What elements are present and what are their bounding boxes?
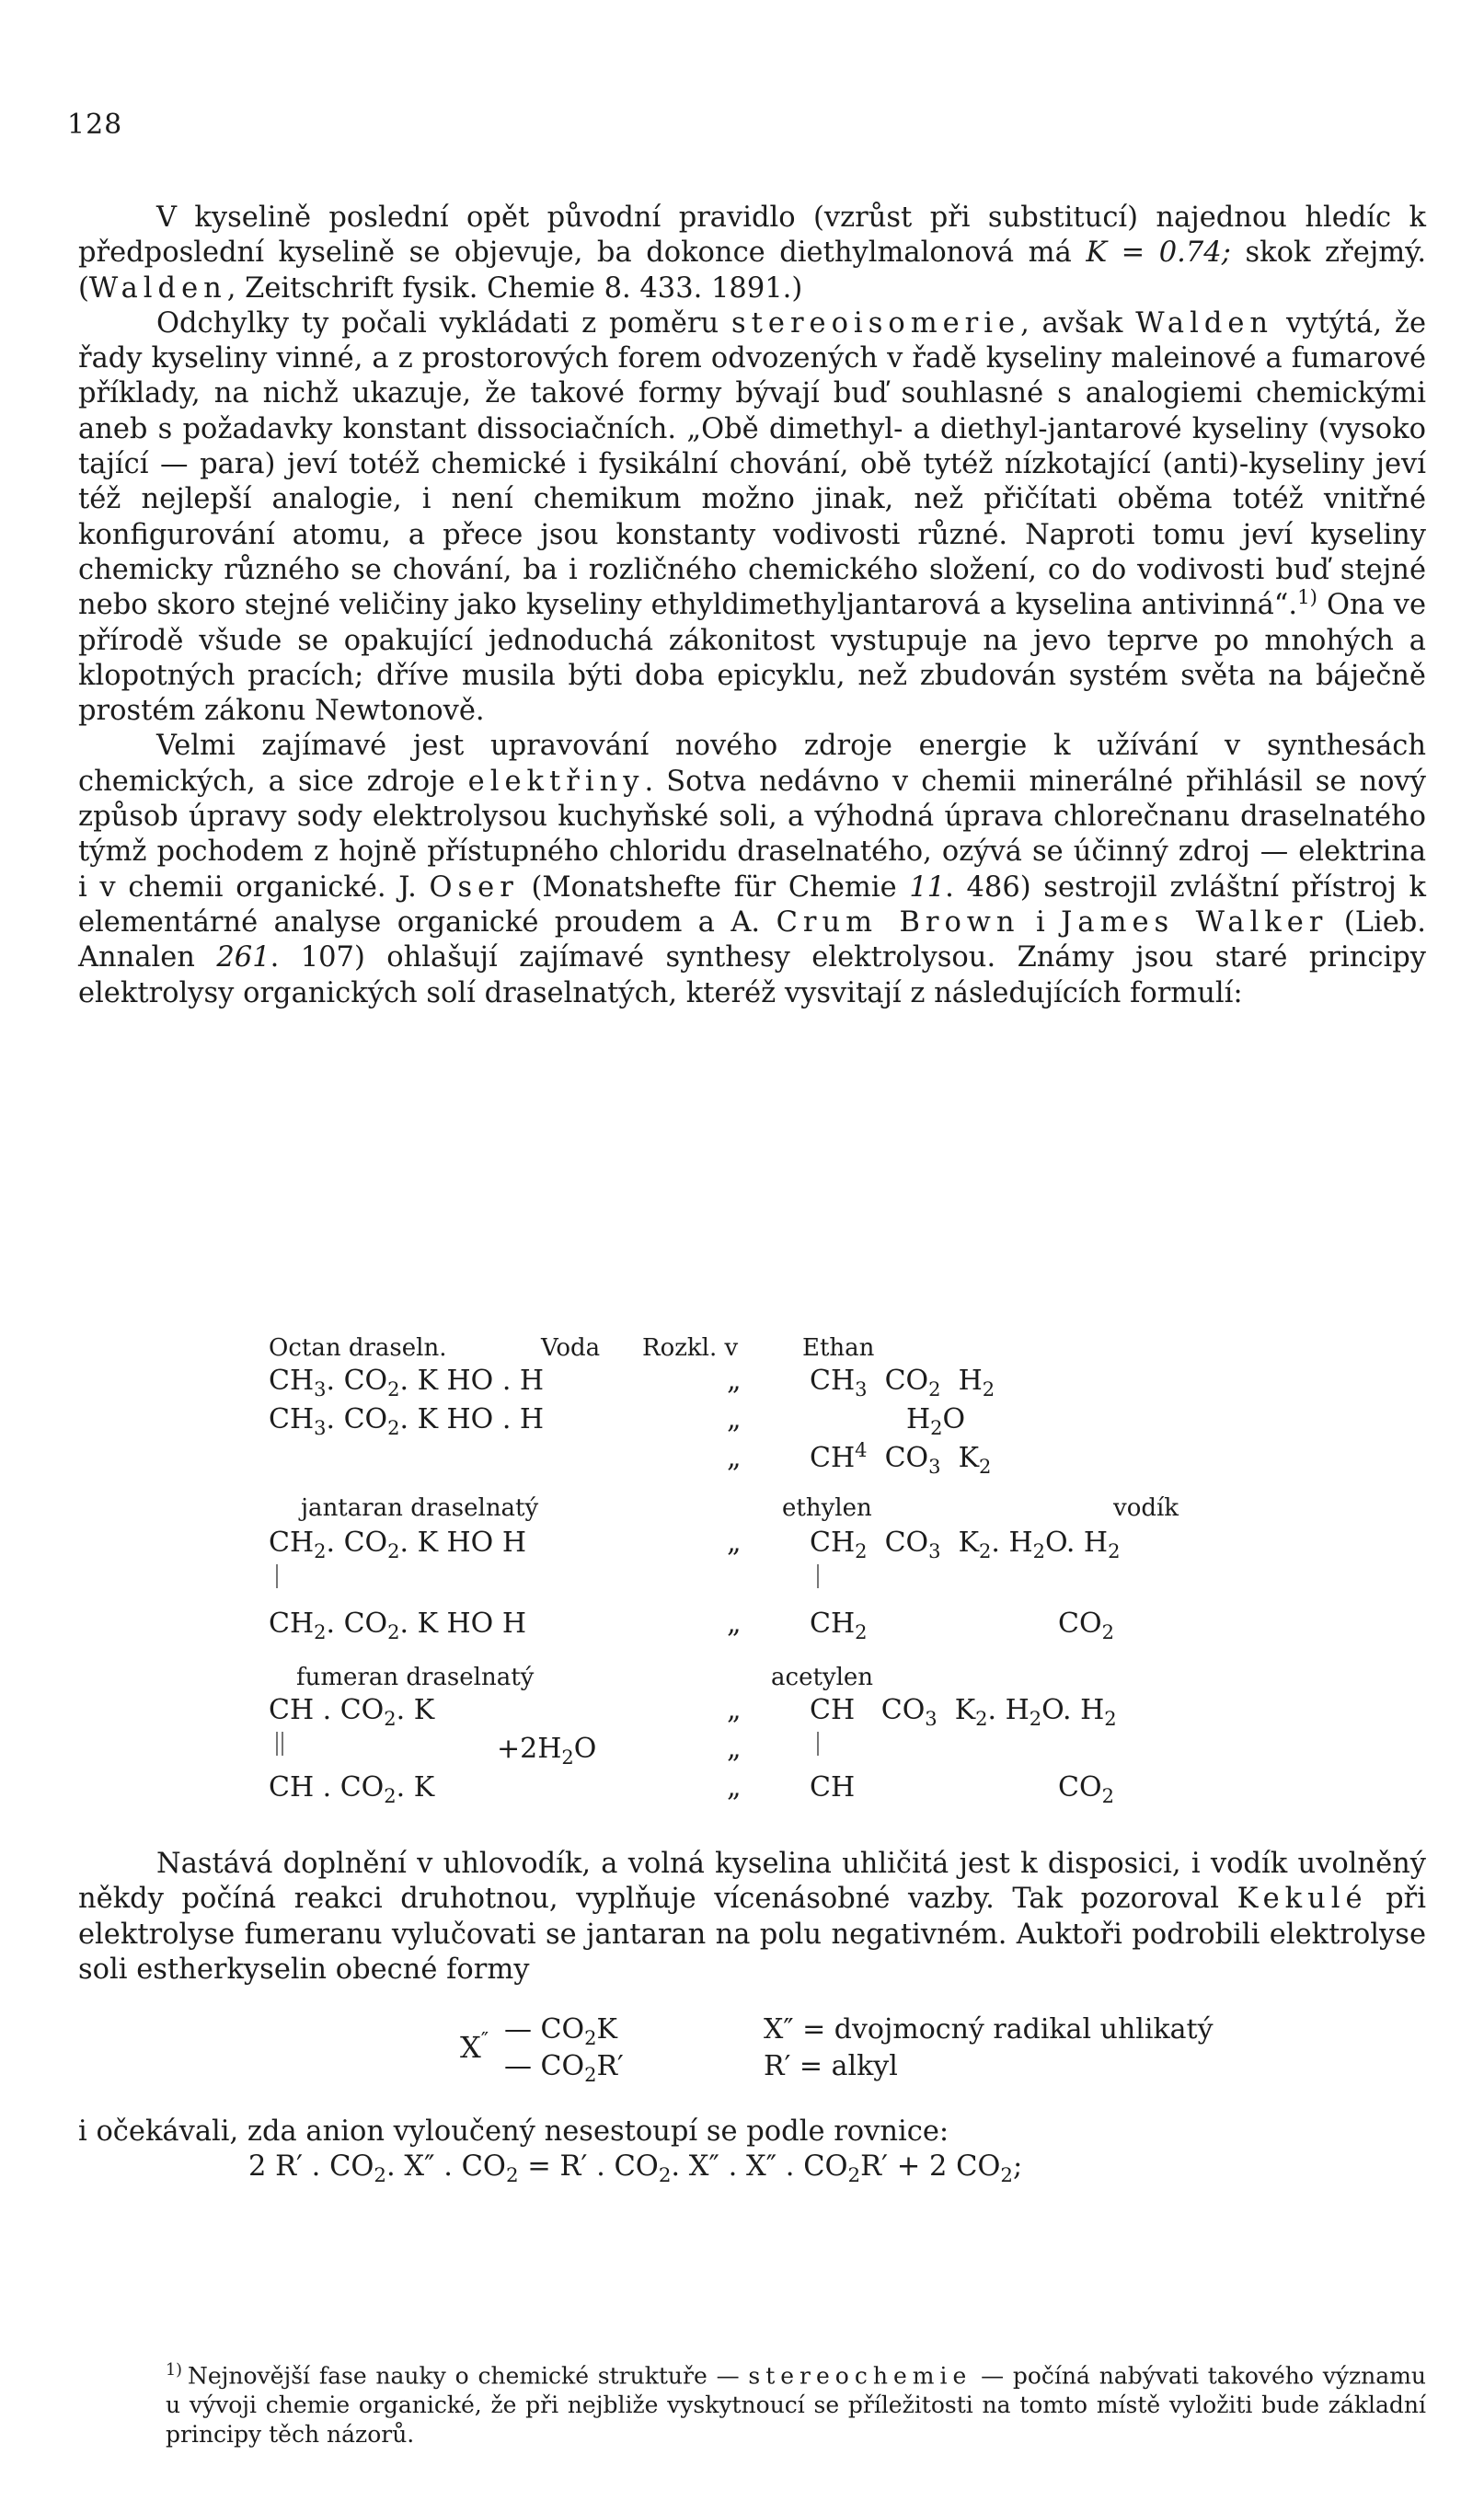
scheme-label-acetylen: acetylen (771, 1664, 874, 1691)
scheme-row-5-ch: $CH_2$ (810, 1608, 868, 1643)
scheme-row-1-left: $CH_3$. $CO_2$. K HO . H (269, 1365, 545, 1400)
scheme-row-6-right: CH $CO_3$ $K_2$. $H_2O$. $H_2$ (810, 1694, 1117, 1730)
scheme-row-8-left: CH . $CO_2$. K (269, 1771, 435, 1807)
paragraph-1: V kyselině poslední opět původní pravidlo (vzrůst při substitucí) najednou hledíc k předposlední kyselině se objevuje, ba dokonce diethylmalonová má K = 0.74; skok zřejmý. (Walden, Zeitschrift fysik. Chemie 8. 433. 1891.) (78, 202, 1427, 305)
scheme-row-6-mark: „ (727, 1694, 742, 1726)
scheme-row-6-left: CH . $CO_2$. K (269, 1694, 435, 1730)
general-formula-def-2: R′ = alkyl (764, 2050, 898, 2082)
scheme-label-vodik: vodík (1113, 1494, 1179, 1522)
scheme-row-1-mark: „ (727, 1365, 742, 1397)
footnote-ref: 1) (1297, 586, 1317, 610)
scheme-row-4-right: $CH_2$ $CO_3$ $K_2$. $H_2O$. $H_2$ (810, 1527, 1121, 1562)
bond-line (276, 1732, 278, 1756)
scheme-row-4-left: $CH_2$. $CO_2$. K HO H (269, 1527, 526, 1562)
scheme-row-2-mark: „ (727, 1403, 742, 1435)
scheme-row-8-mark: „ (727, 1771, 742, 1804)
body-text-equation (78, 2115, 1426, 2188)
scheme-row-1-right: $CH_3$ $CO_2$ $H_2$ (810, 1365, 995, 1400)
general-formula (451, 2013, 1463, 2100)
paragraph-2: Odchylky ty počali vykládati z poměru stereoisomerie, avšak Walden vytýtá, že řady kyseliny vinné, a z prostorových forem odvozených v řadě kyseliny maleinové a fumarové příklady, na nichž ukazuje, že takové formy bývají buď souhlasné s analogiemi chemickými aneb s požadavky konstant dissociačních. „Obě dimethyl- a diethyl-jantarové kyseliny (vysoko tající — para) jeví totéž chemické i fysikální chování, obě tytéž nízkotající (anti)-kyseliny jeví též nejlepší analogie, i není chemikum možno jinak, než přičítati oběma totéž vnitřné konfigurování atomu, a přece jsou konstanty vodivosti různé. Naproti tomu jeví kyseliny chemicky různého se chování, ba i rozličného chemického složení, co do vodivosti buď stejné nebo skoro stejné veličiny jako kyseliny ethyldimethyljantarová a kyselina antivinná“.$^{1)}$ Ona ve přírodě všude se opakující jednoduchá zákonitost vystupuje na jevo teprve po mnohých a klopotných pracích; dříve musila býti doba epicyklu, než zbudován systém světa na báječně prostém zákonu Newtonově. (78, 306, 1426, 728)
scheme-row-8-co: $CO_2$ (1058, 1771, 1114, 1807)
scheme-row-7-mark: „ (727, 1733, 742, 1765)
scheme-row-4-mark: „ (727, 1527, 742, 1559)
scheme-header-ethan: Ethan (802, 1334, 875, 1362)
general-formula-line-2: — $CO_2R'$ (504, 2050, 624, 2086)
scheme-label-fumeran: fumeran draselnatý (296, 1664, 535, 1691)
scheme-row-5-co: $CO_2$ (1058, 1608, 1114, 1643)
scheme-row-3-right: $CH^4$ $CO_3$ $K_2$ (810, 1439, 992, 1478)
scheme-label-ethylen: ethylen (782, 1494, 872, 1522)
scheme-label-jantaran: jantaran draselnatý (301, 1494, 539, 1522)
equation: 2 R′ . $CO_2$. X″ . $CO_2 = R'$ . $CO_2$. X″ . X″ . $CO_2R' + 2$ $CO_2$; (248, 2150, 1023, 2188)
scheme-row-5-left: $CH_2$. $CO_2$. K HO H (269, 1608, 526, 1643)
body-text-after-scheme (78, 1847, 1426, 1988)
bond-line (817, 1732, 819, 1756)
scheme-plus-water: $+2H_2O$ (497, 1733, 597, 1769)
paragraph-4: Nastává doplnění v uhlovodík, a volná kyselina uhličitá jest k disposici, i vodík uvolněný někdy počíná reakci druhotnou, vyplňuje vícenásobné vazby. Tak pozoroval Kekulé při elektrolyse fumeranu vylučovati se jantaran na polu negativném. Auktoři podrobili elektrolyse soli estherkyselin obecné formy (78, 1848, 1426, 1986)
scheme-header-voda: Voda (541, 1334, 601, 1362)
paragraph-3: Velmi zajímavé jest upravování nového zdroje energie k užívání v synthesách chemických, a sice zdroje elektřiny. Sotva nedávno v chemii minerálné přihlásil se nový způsob úpravy sody elektrolysou kuchyňské soli, a výhodná úprava chlorečnanu draselnatého týmž pochodem z hojně přístupného chloridu draselnatého, ozývá se účinný zdroj — elektrina i v chemii organické. J. Oser (Monatshefte für Chemie 11. 486) sestrojil zvláštní přístroj k elementárné analyse organické proudem a A. Crum Brown i James Walker (Lieb. Annalen 261. 107) ohlašují zajímavé synthesy elektrolysou. Známy jsou staré principy elektrolysy organických solí draselnatých, kteréž vysvitají z následujících formulí: (78, 730, 1427, 1009)
general-formula-def-1: X″ = dvojmocný radikal uhlikatý (764, 2013, 1214, 2046)
scheme-row-8-ch: CH (810, 1771, 856, 1804)
scheme-row-3-mark: „ (727, 1442, 742, 1474)
general-formula-x: X″ (460, 2028, 489, 2065)
scheme-row-2-right: $H_2O$ (906, 1403, 966, 1439)
scheme-header-rozkl: Rozkl. v (642, 1334, 739, 1362)
scheme-header-octan: Octan draseln. (269, 1334, 447, 1362)
general-formula-line-1: — $CO_2K$ (504, 2013, 617, 2049)
scheme-row-2-left: $CH_3$. $CO_2$. K HO . H (269, 1403, 545, 1439)
footnote: $^{1)}$ Nejnovější fase nauky o chemické struktuře — stereochemie — počíná nabývati takového významu u vývoji chemie organické, že při nejbliže vyskytnoucí se příležitosti na tomto místě vyložiti bude základní principy těch názorů. (166, 2361, 1426, 2449)
bond-line (282, 1732, 283, 1756)
paragraph-5: i očekávali, zda anion vyloučený nesestoupí se podle rovnice: (78, 2115, 949, 2148)
scheme-row-5-mark: „ (727, 1608, 742, 1640)
body-text-top (78, 201, 1426, 1011)
bond-line (276, 1564, 278, 1588)
page-number: 128 (67, 109, 123, 141)
bond-line (817, 1564, 819, 1588)
